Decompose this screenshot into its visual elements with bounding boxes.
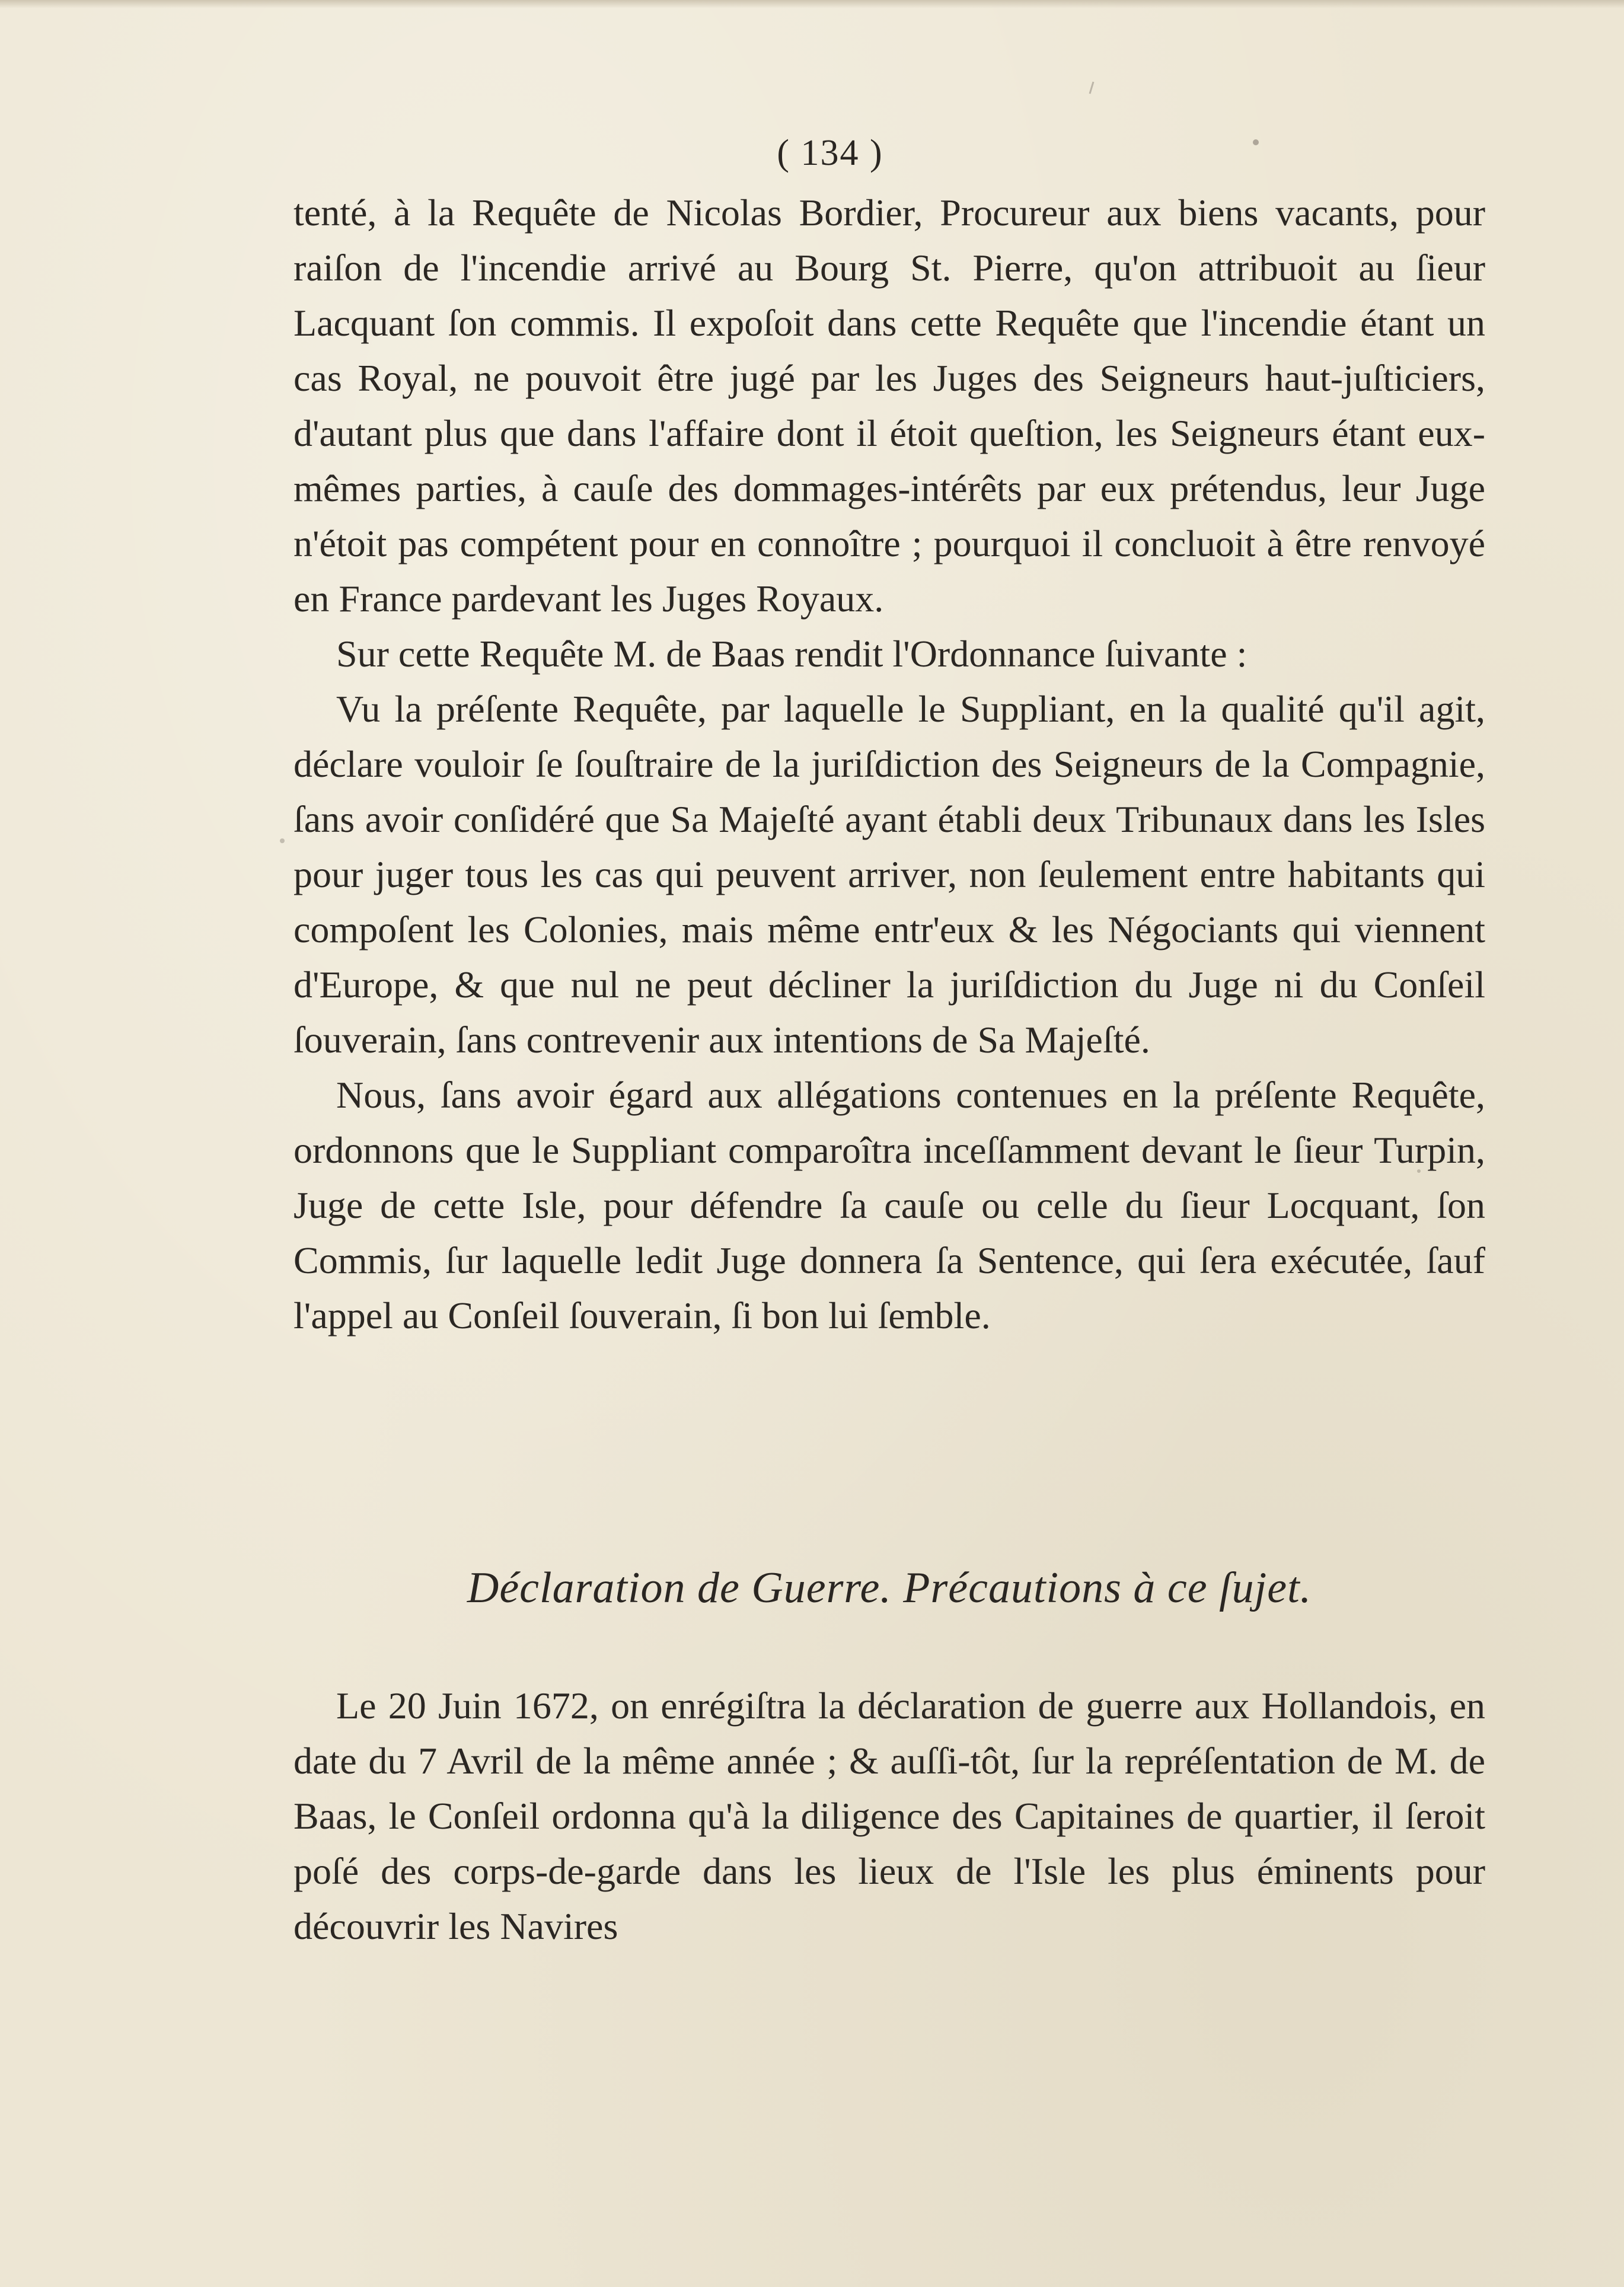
paper-speck bbox=[1253, 139, 1259, 145]
paper-speck bbox=[280, 838, 285, 843]
paragraph-war-declaration: Le 20 Juin 1672, on enrégiſtra la déclaration de guerre aux Hollandois, en date du 7 Avril de la même année ; & auſſi-tôt, ſur la repréſentation de M. de Baas, le Conſeil ordonna qu'à la diligence des Capitaines de quartier, il ſeroit poſé des corps-de-garde dans les lieux de l'Isle les plus éminents pour découvrir les Navires bbox=[293, 1685, 1485, 1947]
paragraph-request: tenté, à la Requête de Nicolas Bordier, Procureur aux biens vacants, pour raiſon de l'incendie arrivé au Bourg St. Pierre, qu'on attribuoit au ſieur Lacquant ſon commis. Il expoſoit dans cette Requête que l'incendie étant un cas Royal, ne pouvoit être jugé par les Juges des Seigneurs haut-juſticiers, d'autant plus que dans l'affaire dont il étoit queſtion, les Seigneurs étant eux-mêmes parties, à cauſe des dommages-intérêts par eux prétendus, leur Juge n'étoit pas compétent pour en connoître ; pourquoi il concluoit à être renvoyé en France pardevant les Juges Royaux. bbox=[293, 192, 1485, 620]
paragraph-ordinance-intro: Sur cette Requête M. de Baas rendit l'Ordonnance ſuivante : bbox=[336, 633, 1247, 675]
paragraph-ruling: Nous, ſans avoir égard aux allégations contenues en la préſente Requête, ordonnons que le Suppliant comparoîtra inceſſamment devant le ſieur Turpin, Juge de cette Isle, pour défendre ſa cauſe ou celle du ſieur Locquant, ſon Commis, ſur laquelle ledit Juge donnera ſa Sentence, qui ſera exécutée, ſauf l'appel au Conſeil ſouverain, ſi bon lui ſemble. bbox=[293, 1074, 1485, 1337]
body-text-war-declaration bbox=[293, 1678, 1485, 1954]
paper-crease-mark bbox=[1090, 82, 1093, 94]
paragraph-considerations: Vu la préſente Requête, par laquelle le Suppliant, en la qualité qu'il agit, déclare vouloir ſe ſouſtraire de la juriſdiction des Seigneurs de la Compagnie, ſans avoir conſidéré que Sa Majeſté ayant établi deux Tribunaux dans les Isles pour juger tous les cas qui peuvent arriver, non ſeulement entre habitants qui compoſent les Colonies, mais même entr'eux & les Négociants qui viennent d'Europe, & que nul ne peut décliner la juriſdiction du Juge ni du Conſeil ſouverain, ſans contrevenir aux intentions de Sa Majeſté. bbox=[293, 688, 1485, 1061]
section-heading: Déclaration de Guerre. Précautions à ce ſujet. bbox=[467, 1564, 1312, 1612]
body-text-section bbox=[293, 185, 1485, 1343]
page-top-edge bbox=[0, 0, 1624, 8]
page-number: ( 134 ) bbox=[777, 133, 883, 173]
